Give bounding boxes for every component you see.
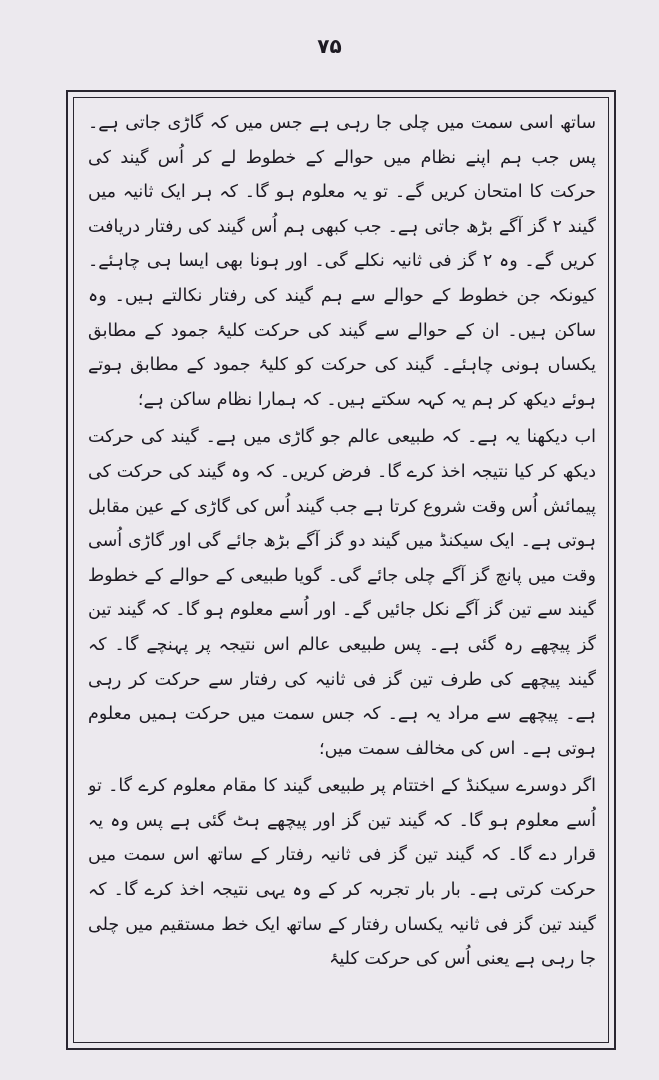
page-frame-inner	[73, 97, 609, 1043]
body-text	[88, 106, 596, 1036]
paragraph-3: اگر دوسرے سیکنڈ کے اختتام پر طبیعی گیند کا مقام معلوم کرے گا۔ تو اُسے معلوم ہو گا۔ کہ گیند تین گز اور پیچھے ہٹ گئی ہے پس وہ یہ قرار دے گا۔ کہ گیند تین گز فی ثانیہ رفتار کے ساتھ اس سمت میں حرکت کرتی ہے۔ بار بار تجربہ کر کے وہ یہی نتیجہ اخذ کرے گا۔ کہ گیند تین گز فی ثانیہ یکساں رفتار کے ساتھ ایک خط مستقیم میں چلی جا رہی ہے یعنی اُس کی حرکت کلیۂ	[88, 776, 596, 970]
paragraph-2: اب دیکھنا یہ ہے۔ کہ طبیعی عالم جو گاڑی میں ہے۔ گیند کی حرکت دیکھ کر کیا نتیجہ اخذ کرے گا۔ فرض کریں۔ کہ وہ گیند کی حرکت کی پیمائش اُس وقت شروع کرتا ہے جب گیند اُس کی گاڑی کے عین مقابل ہوتی ہے۔ ایک سیکنڈ میں گیند دو گز آگے بڑھ جائے گی اور گاڑی اُسی وقت میں پانچ گز آگے چلی جائے گی۔ گویا طبیعی کے حوالے کے خطوط گیند سے تین گز آگے نکل جائیں گے۔ اور اُسے معلوم ہو گا۔ کہ گیند تین گز پیچھے رہ گئی ہے۔ پس طبیعی عالم اس نتیجہ پر پہنچے گا۔ کہ گیند پیچھے کی طرف تین گز فی ثانیہ کی رفتار سے حرکت کر رہی ہے۔ پیچھے سے مراد یہ ہے۔ کہ جس سمت میں حرکت ہمیں معلوم ہوتی ہے۔ اس کی مخالف سمت میں؛	[88, 427, 596, 759]
page-frame	[66, 90, 616, 1050]
paragraph-1: ساتھ اسی سمت میں چلی جا رہی ہے جس میں کہ گاڑی جاتی ہے۔ پس جب ہم اپنے نظام میں حوالے کے خطوط لے کر اُس گیند کی حرکت کا امتحان کریں گے۔ تو یہ معلوم ہو گا۔ کہ ہر ایک ثانیہ میں گیند ۲ گز آگے بڑھ جاتی ہے۔ جب کبھی ہم اُس گیند کی رفتار دریافت کریں گے۔ وہ ۲ گز فی ثانیہ نکلے گی۔ اور ہونا بھی ایسا ہی چاہئے۔ کیونکہ جن خطوط کے حوالے سے ہم گیند کی رفتار نکالتے ہیں۔ وہ ساکن ہیں۔ ان کے حوالے سے گیند کی حرکت کلیۂ جمود کے مطابق یکساں ہونی چاہئے۔ گیند کی حرکت کو کلیۂ جمود کے مطابق ہوتے ہوئے دیکھ کر ہم یہ کہہ سکتے ہیں۔ کہ ہمارا نظام ساکن ہے؛	[88, 113, 596, 410]
page-number: ۷۵	[317, 34, 342, 58]
